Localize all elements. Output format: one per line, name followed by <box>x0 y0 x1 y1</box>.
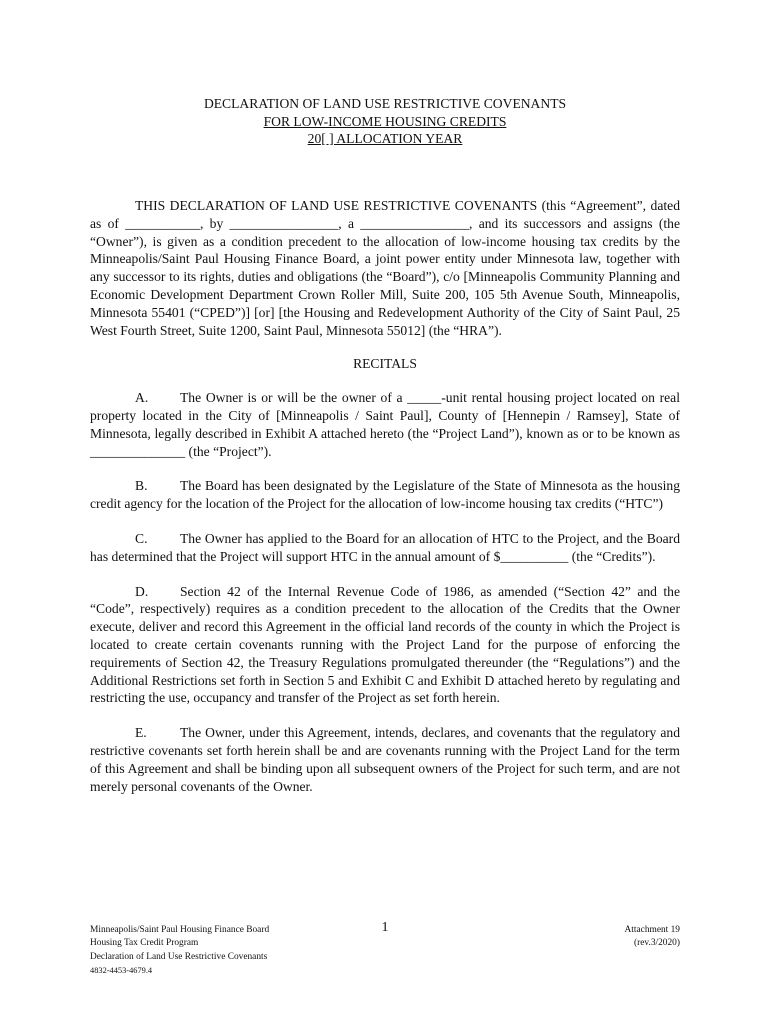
recital-label: E. <box>135 725 147 741</box>
recitals-heading: RECITALS <box>353 356 417 372</box>
title-line-1: DECLARATION OF LAND USE RESTRICTIVE COVENANTS <box>203 96 567 111</box>
recital-c <box>90 530 680 566</box>
footer-right <box>625 924 680 951</box>
recital-text: The Board has been designated by the Legislature of the State of Minnesota as the housing credit agency for the location of the Project for the allocation of low-income housing tax credits (“HTC”) <box>90 478 680 512</box>
recital-a <box>90 389 680 460</box>
recital-label: A. <box>135 390 149 406</box>
recital-e <box>90 724 680 795</box>
page-number: 1 <box>381 920 389 935</box>
recital-d <box>90 583 680 708</box>
title-line-2: FOR LOW-INCOME HOUSING CREDITS <box>263 113 507 129</box>
recital-text: The Owner has applied to the Board for an allocation of HTC to the Project, and the Board has determined that the Project will support HTC in the annual amount of $__________ (the “Credits”). <box>90 530 680 564</box>
document-body <box>90 197 680 812</box>
recital-b <box>90 477 680 513</box>
recital-text: Section 42 of the Internal Revenue Code of 1986, as amended (“Section 42” and the “Code”, respectively) requires as a condition precedent to the allocation of the Credits that the Owner execute, deliver and record this Agreement in the official land records of the county in which the Project is located to create certain covenants running with the Project Land for the purpose of enforcing the requirements of Section 42, the Treasury Regulations promulgated thereunder (the “Regulations”) and the Additional Restrictions set forth in Section 5 and Exhibit C and Exhibit D attached hereto by regulating and restricting the use, occupancy and transfer of the Project as set forth herein. <box>90 583 680 706</box>
footer-doc-title: Declaration of Land Use Restrictive Covenants <box>90 951 268 962</box>
footer-attachment: Attachment 19 <box>624 925 680 935</box>
recital-text: The Owner, under this Agreement, intends, declares, and covenants that the regulatory and restrictive covenants set forth herein shall be and are covenants running with the Project Land for the term of this Agreement and shall be binding upon all subsequent owners of the Project for such term, and are not merely personal covenants of the Owner. <box>90 725 680 794</box>
intro-paragraph: THIS DECLARATION OF LAND USE RESTRICTIVE COVENANTS (this “Agreement”, dated as of ___________, by ________________, a ________________, and its successors and assigns (the “Owner”), is given as a condition precedent to the allocation of low-income housing tax credits by the Minneapolis/Saint Paul Housing Finance Board, a joint power entity under Minnesota law, together with any successor to its rights, duties and obligations (the “Board”), c/o [Minneapolis Community Planning and Economic Development Department Crown Roller Mill, Suite 200, 105 5th Avenue South, Minneapolis, Minnesota 55401 (“CPED”)] [or] [the Housing and Redevelopment Authority of the City of Saint Paul, 25 West Fourth Street, Suite 1200, Saint Paul, Minnesota 55012] (the “HRA”). <box>90 198 680 338</box>
recital-label: D. <box>135 583 149 599</box>
footer-revision: (rev.3/2020) <box>634 938 680 949</box>
footer-doc-id: 4832-4453-4679.4 <box>90 966 153 976</box>
recital-label: B. <box>135 478 148 494</box>
recital-text: The Owner is or will be the owner of a _____-unit rental housing project located on real property located in the City of [Minneapolis / Saint Paul], County of [Hennepin / Ramsey], State of Minnesota, legally described in Exhibit A attached hereto (the “Project Land”), known as or to be known as ______________ (the “Project”). <box>90 390 680 459</box>
document-title <box>90 95 680 148</box>
title-line-3: 20[ ] ALLOCATION YEAR <box>307 131 463 146</box>
footer-org: Minneapolis/Saint Paul Housing Finance Board <box>90 925 270 935</box>
recital-label: C. <box>135 530 148 546</box>
footer-program: Housing Tax Credit Program <box>90 938 199 949</box>
